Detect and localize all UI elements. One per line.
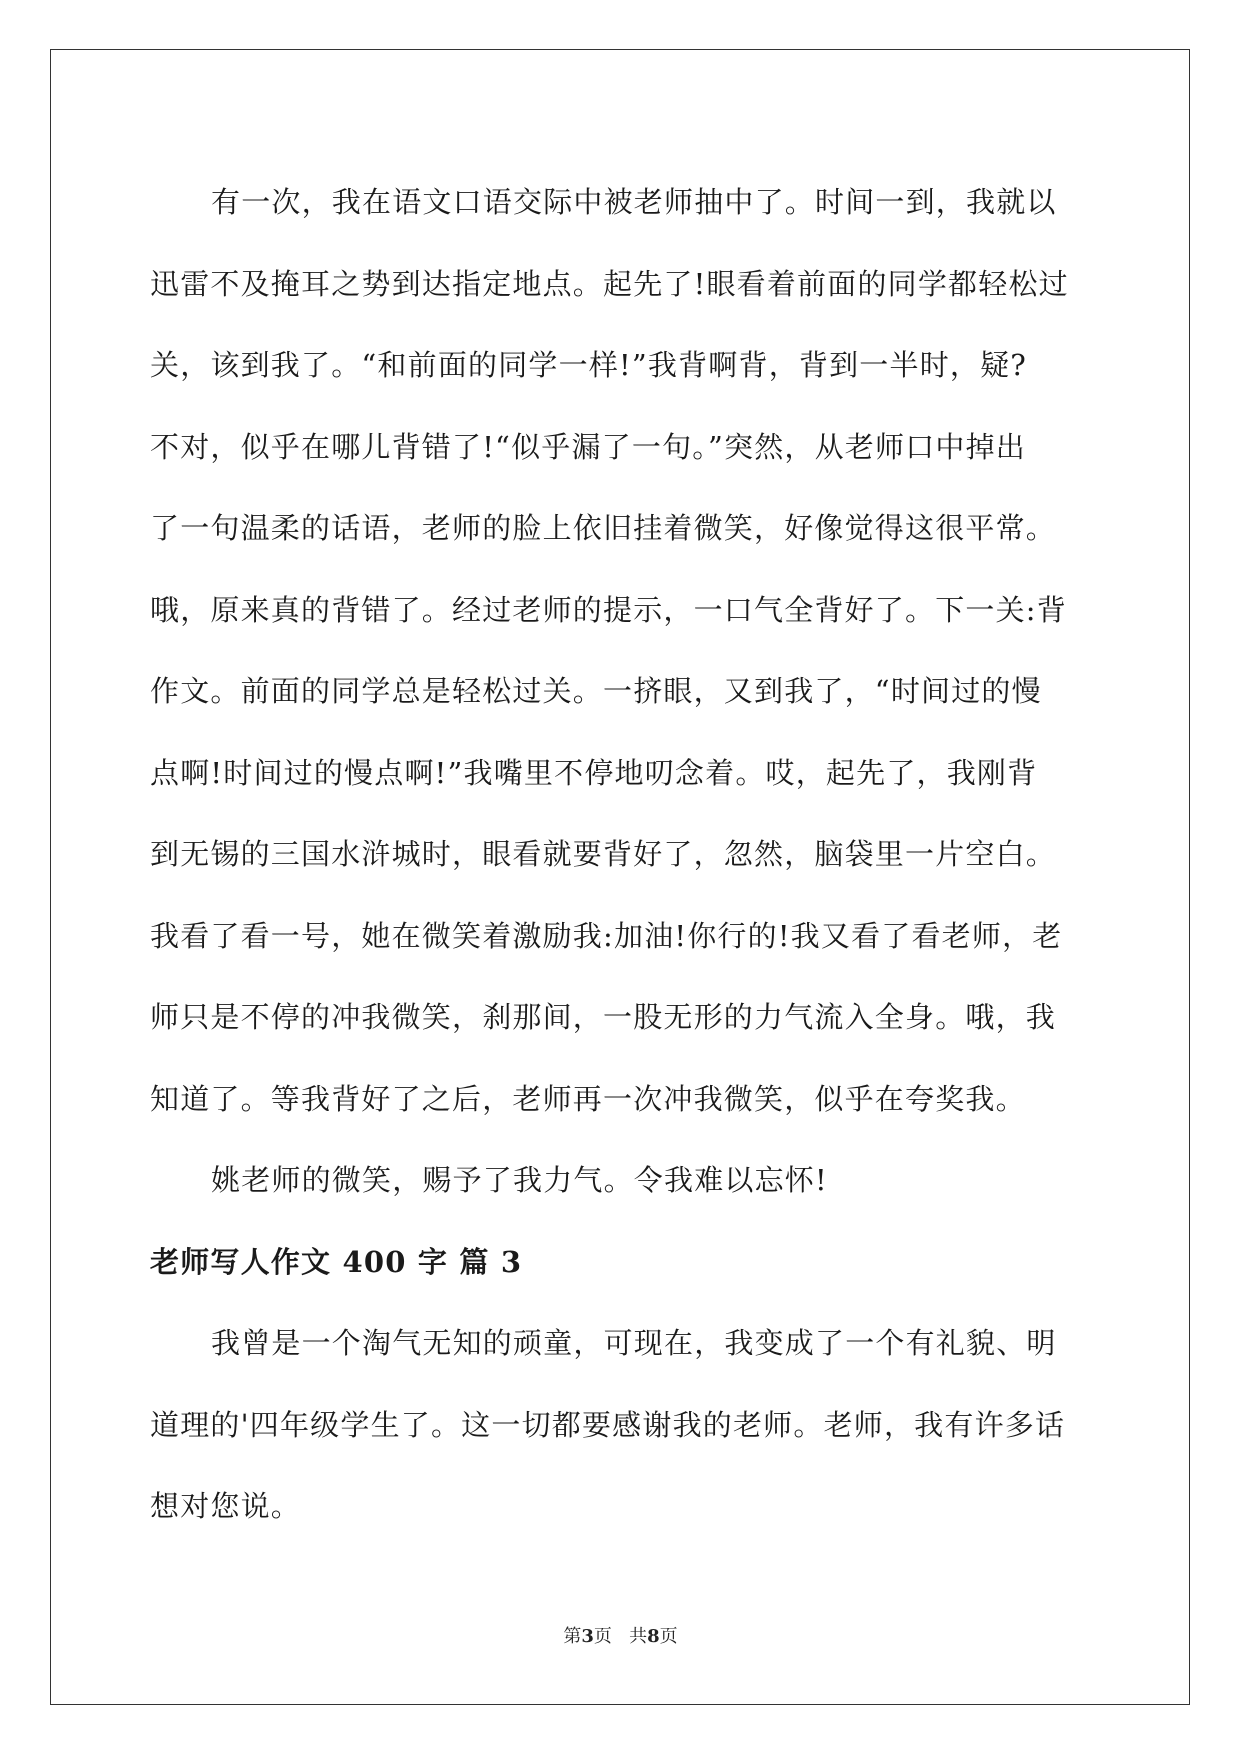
text-line: 姚老师的微笑，赐予了我力气。令我难以忘怀! [211,1163,828,1197]
footer-suffix: 页 [659,1626,678,1647]
text-line: 了一句温柔的话语，老师的脸上依旧挂着微笑，好像觉得这很平常。 [150,511,1057,545]
text-line: 师只是不停的冲我微笑，刹那间，一股无形的力气流入全身。哦，我 [150,1000,1057,1034]
paragraph-3 [150,1303,1090,1548]
text-line: 我曾是一个淘气无知的顽童，可现在，我变成了一个有礼貌、明 [211,1326,1057,1360]
footer-prefix: 第 [563,1626,582,1647]
text-line: 知道了。等我背好了之后，老师再一次冲我微笑，似乎在夸奖我。 [150,1081,1026,1116]
page-number: 3 [581,1626,594,1647]
text-line: 关，该到我了。“和前面的同学一样!”我背啊背，背到一半时，疑? [150,348,1028,382]
text-line: 有一次，我在语文口语交际中被老师抽中了。时间一到，我就以 [211,185,1057,219]
footer-middle: 页 共 [593,1626,648,1647]
document-body [150,162,1090,1548]
section-heading: 老师写人作文 400 字 篇 3 [150,1244,523,1279]
text-line: 哦，原来真的背错了。经过老师的提示，一口气全背好了。下一关:背 [150,592,1067,627]
text-line: 到无锡的三国水浒城时，眼看就要背好了，忽然，脑袋里一片空白。 [150,837,1057,871]
text-line: 作文。前面的同学总是轻松过关。一挤眼，又到我了，“时间过的慢 [150,674,1042,708]
text-line: 想对您说。 [150,1489,302,1523]
text-line: 我看了看一号，她在微笑着激励我:加油!你行的!我又看了看老师，老 [150,918,1063,953]
text-line: 道理的'四年级学生了。这一切都要感谢我的老师。老师，我有许多话 [150,1407,1066,1442]
paragraph-2 [150,1140,1090,1222]
text-line: 点啊!时间过的慢点啊!”我嘴里不停地叨念着。哎，起先了，我刚背 [150,755,1038,790]
text-line: 不对，似乎在哪儿背错了!“似乎漏了一句。”突然，从老师口中掉出 [150,429,1027,464]
text-line: 迅雷不及掩耳之势到达指定地点。起先了!眼看着前面的同学都轻松过 [150,266,1069,301]
page-footer [0,1622,1241,1648]
paragraph-1 [150,162,1090,1140]
total-pages: 8 [647,1626,660,1647]
